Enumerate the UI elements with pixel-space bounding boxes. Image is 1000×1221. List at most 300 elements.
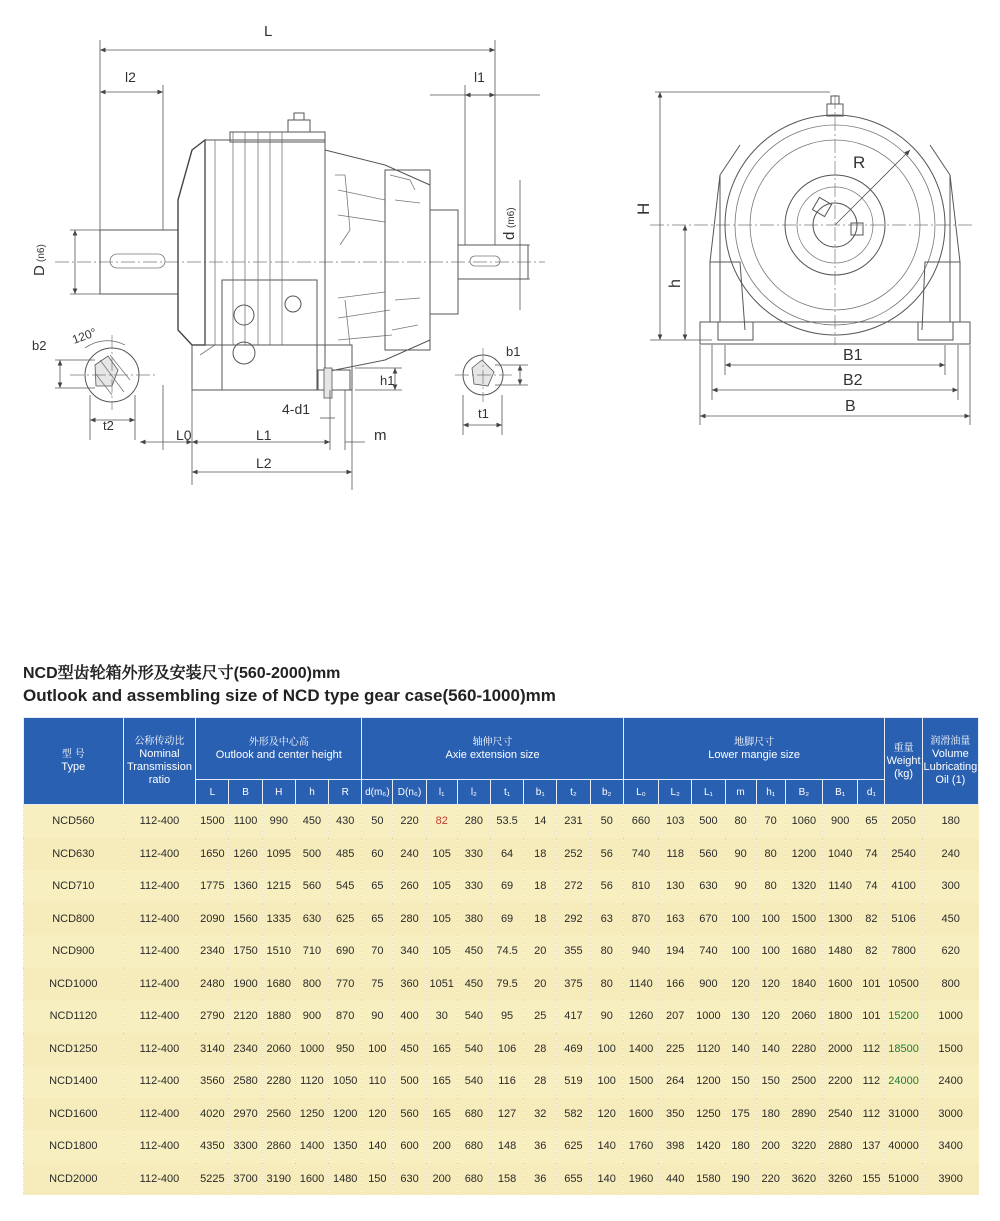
table-cell: 540 [457,1065,490,1098]
table-cell: 264 [659,1065,692,1098]
table-cell: 53.5 [490,805,523,838]
table-cell: 1335 [262,903,295,936]
table-cell: 82 [426,805,457,838]
table-cell: 1480 [823,935,858,968]
table-cell: 207 [659,1000,692,1033]
table-cell: 100 [756,935,785,968]
label-h1: h1 [380,373,395,388]
table-row [24,1065,979,1098]
table-cell: 1200 [692,1065,725,1098]
table-cell: 225 [659,1033,692,1066]
table-cell: 100 [590,1065,623,1098]
table-cell: 82 [858,903,885,936]
sub-header-cell: H [262,780,295,805]
label-4-d1: 4-d1 [282,401,311,417]
sub-header-cell: R [329,780,362,805]
table-cell: 1300 [823,903,858,936]
table-cell: 280 [393,903,426,936]
table-cell: 4350 [196,1130,229,1163]
table-cell: NCD1000 [24,968,124,1001]
table-cell: 5106 [885,903,922,936]
table-cell: 112 [858,1033,885,1066]
side-view [634,92,975,425]
sub-header-cell: B₂ [785,780,822,805]
table-cell: 79.5 [490,968,523,1001]
front-view [31,23,545,490]
table-row [24,1000,979,1033]
table-cell: 740 [692,935,725,968]
table-cell: 450 [457,935,490,968]
table-cell: 340 [393,935,426,968]
table-cell: 1500 [922,1033,978,1066]
table-cell: 1400 [295,1130,328,1163]
table-cell: 950 [329,1033,362,1066]
table-cell: 80 [590,935,623,968]
table-cell: 2340 [229,1033,262,1066]
table-cell: 272 [557,870,590,903]
table-cell: 1510 [262,935,295,968]
table-cell: 231 [557,805,590,838]
table-cell: 380 [457,903,490,936]
table-cell: NCD630 [24,838,124,871]
table-cell: NCD560 [24,805,124,838]
table-cell: 360 [393,968,426,1001]
table-row [24,903,979,936]
table-cell: 940 [623,935,658,968]
table-cell: 1350 [329,1130,362,1163]
dimension-table-container [23,717,979,1195]
table-cell: 1760 [623,1130,658,1163]
table-cell: 2200 [823,1065,858,1098]
table-cell: 112-400 [123,1000,196,1033]
table-cell: 105 [426,870,457,903]
table-cell: 36 [524,1130,557,1163]
table-cell: 660 [623,805,658,838]
table-cell: 101 [858,1000,885,1033]
table-cell: 95 [490,1000,523,1033]
table-cell: NCD710 [24,870,124,903]
table-cell: 220 [393,805,426,838]
table-cell: 280 [457,805,490,838]
header-oil: 润滑油量 Volume Lubricating Oil (1) [922,718,978,805]
table-cell: 3400 [922,1130,978,1163]
table-cell: 2880 [823,1130,858,1163]
table-cell: 670 [692,903,725,936]
table-cell: 51000 [885,1163,922,1196]
table-cell: 4020 [196,1098,229,1131]
table-cell: 330 [457,870,490,903]
table-cell: 1600 [623,1098,658,1131]
table-cell: 398 [659,1130,692,1163]
table-cell: 63 [590,903,623,936]
table-cell: 112-400 [123,935,196,968]
table-cell: 1480 [329,1163,362,1196]
table-cell: 1680 [262,968,295,1001]
table-cell: 2000 [823,1033,858,1066]
table-cell: 24000 [885,1065,922,1098]
table-cell: 4100 [885,870,922,903]
table-cell: 1650 [196,838,229,871]
table-cell: 990 [262,805,295,838]
table-cell: 2090 [196,903,229,936]
table-cell: 28 [524,1065,557,1098]
table-cell: 190 [725,1163,756,1196]
table-cell: 680 [457,1163,490,1196]
table-cell: 112-400 [123,1098,196,1131]
table-cell: 220 [756,1163,785,1196]
table-cell: 900 [692,968,725,1001]
table-cell: 1600 [823,968,858,1001]
sub-header-cell: b₂ [590,780,623,805]
header-axie: 轴伸尺寸 Axie extension size [362,718,624,780]
table-cell: 112-400 [123,1163,196,1196]
label-b2: b2 [32,338,47,353]
sub-header-cell: m [725,780,756,805]
label-angle: 120° [70,325,99,347]
table-cell: 112-400 [123,903,196,936]
table-cell: 2400 [922,1065,978,1098]
table-cell: 200 [756,1130,785,1163]
table-cell: 30 [426,1000,457,1033]
table-cell: 2340 [196,935,229,968]
table-cell: 105 [426,903,457,936]
table-cell: 375 [557,968,590,1001]
table-cell: 194 [659,935,692,968]
table-cell: 80 [756,870,785,903]
table-cell: 2500 [785,1065,822,1098]
sub-header-cell: L₂ [659,780,692,805]
table-cell: 103 [659,805,692,838]
table-cell: 680 [457,1098,490,1131]
table-cell: 150 [756,1065,785,1098]
table-cell: 1775 [196,870,229,903]
table-cell: 100 [590,1033,623,1066]
label-l1: l1 [474,69,485,85]
table-cell: 163 [659,903,692,936]
table-cell: 500 [393,1065,426,1098]
table-cell: 165 [426,1065,457,1098]
table-cell: 20 [524,935,557,968]
table-cell: 1420 [692,1130,725,1163]
table-cell: 1000 [692,1000,725,1033]
header-mangie: 地脚尺寸 Lower mangie size [623,718,885,780]
table-cell: 2560 [262,1098,295,1131]
table-cell: 240 [922,838,978,871]
table-cell: 3620 [785,1163,822,1196]
table-cell: 118 [659,838,692,871]
table-cell: 2790 [196,1000,229,1033]
table-cell: 1900 [229,968,262,1001]
table-cell: 100 [756,903,785,936]
table-cell: 870 [329,1000,362,1033]
table-cell: 70 [362,935,393,968]
table-cell: 32 [524,1098,557,1131]
table-cell: 10500 [885,968,922,1001]
table-cell: 1880 [262,1000,295,1033]
table-cell: 430 [329,805,362,838]
table-cell: 1000 [295,1033,328,1066]
label-B2: B2 [843,372,863,389]
label-d-sub: (m6) [506,207,517,228]
table-cell: 2540 [885,838,922,871]
table-cell: 112 [858,1098,885,1131]
label-B: B [845,398,856,415]
table-cell: 25 [524,1000,557,1033]
table-cell: 560 [692,838,725,871]
table-cell: 625 [329,903,362,936]
table-cell: 112-400 [123,838,196,871]
table-cell: 630 [393,1163,426,1196]
table-cell: 1250 [295,1098,328,1131]
table-cell: 3140 [196,1033,229,1066]
table-cell: 600 [393,1130,426,1163]
table-cell: 2860 [262,1130,295,1163]
sub-header-cell: B₁ [823,780,858,805]
header-weight: 重量 Weight (kg) [885,718,922,805]
table-cell: 1215 [262,870,295,903]
table-cell: 1120 [295,1065,328,1098]
table-cell: 1500 [623,1065,658,1098]
table-cell: 1750 [229,935,262,968]
table-cell: 2120 [229,1000,262,1033]
table-cell: 69 [490,903,523,936]
table-cell: 90 [725,838,756,871]
table-cell: 450 [393,1033,426,1066]
table-cell: NCD2000 [24,1163,124,1196]
table-cell: 18 [524,870,557,903]
table-cell: 112-400 [123,870,196,903]
table-cell: 3300 [229,1130,262,1163]
table-cell: 65 [362,903,393,936]
table-cell: 56 [590,870,623,903]
table-cell: 105 [426,935,457,968]
label-L: L [264,23,273,40]
table-cell: 1250 [692,1098,725,1131]
table-cell: 100 [725,935,756,968]
sub-header-cell: l₂ [457,780,490,805]
sub-header-cell: L [196,780,229,805]
table-cell: 1200 [329,1098,362,1131]
label-t1: t1 [478,406,489,421]
table-cell: 1140 [623,968,658,1001]
table-cell: 40000 [885,1130,922,1163]
table-row [24,935,979,968]
table-cell: 90 [725,870,756,903]
sub-header-cell: d₁ [858,780,885,805]
table-cell: 519 [557,1065,590,1098]
table-cell: 15200 [885,1000,922,1033]
table-cell: 150 [725,1065,756,1098]
table-cell: 31000 [885,1098,922,1131]
table-cell: 150 [362,1163,393,1196]
sub-header-cell: l₁ [426,780,457,805]
table-cell: 82 [858,935,885,968]
table-row [24,1163,979,1196]
label-L2: L2 [256,455,272,471]
table-cell: 350 [659,1098,692,1131]
table-cell: 180 [725,1130,756,1163]
table-cell: 450 [457,968,490,1001]
table-cell: 127 [490,1098,523,1131]
table-cell: 180 [756,1098,785,1131]
label-R: R [853,153,866,172]
table-cell: 69 [490,870,523,903]
table-cell: 770 [329,968,362,1001]
table-cell: NCD900 [24,935,124,968]
label-d: d [501,231,518,240]
table-row [24,838,979,871]
table-cell: 1200 [785,838,822,871]
table-cell: 28 [524,1033,557,1066]
header-outlook: 外形及中心高 Outlook and center height [196,718,362,780]
label-D-sub: (n6) [36,244,47,262]
table-cell: 2580 [229,1065,262,1098]
table-cell: 120 [362,1098,393,1131]
table-cell: 485 [329,838,362,871]
table-cell: 1580 [692,1163,725,1196]
table-cell: 1040 [823,838,858,871]
label-B1: B1 [843,347,863,364]
header-ratio: 公称传动比 Nominal Transmission ratio [123,718,196,805]
table-cell: 1400 [623,1033,658,1066]
sub-header-cell: b₁ [524,780,557,805]
table-cell: 130 [725,1000,756,1033]
table-cell: 3560 [196,1065,229,1098]
table-cell: NCD800 [24,903,124,936]
table-row [24,870,979,903]
label-t2: t2 [103,418,114,433]
table-cell: 1500 [196,805,229,838]
label-L1: L1 [256,427,272,443]
table-cell: 3900 [922,1163,978,1196]
table-cell: 450 [295,805,328,838]
table-row [24,1130,979,1163]
table-cell: 140 [756,1033,785,1066]
table-cell: 200 [426,1163,457,1196]
table-row [24,805,979,838]
table-cell: 800 [922,968,978,1001]
table-cell: NCD1250 [24,1033,124,1066]
table-cell: 417 [557,1000,590,1033]
table-cell: 80 [590,968,623,1001]
sub-header-cell: h₁ [756,780,785,805]
table-cell: 240 [393,838,426,871]
table-cell: 60 [362,838,393,871]
table-cell: 80 [725,805,756,838]
table-cell: 140 [725,1033,756,1066]
table-cell: 1680 [785,935,822,968]
label-h: h [667,279,684,288]
table-cell: 112-400 [123,805,196,838]
table-row [24,968,979,1001]
table-cell: 655 [557,1163,590,1196]
table-cell: 440 [659,1163,692,1196]
table-cell: 158 [490,1163,523,1196]
table-cell: NCD1800 [24,1130,124,1163]
table-cell: 2280 [785,1033,822,1066]
table-cell: 112-400 [123,1130,196,1163]
table-cell: 200 [426,1130,457,1163]
table-cell: 2050 [885,805,922,838]
table-cell: 140 [590,1163,623,1196]
table-cell: 175 [725,1098,756,1131]
table-cell: 540 [457,1033,490,1066]
table-cell: 18500 [885,1033,922,1066]
table-cell: 75 [362,968,393,1001]
table-cell: 74 [858,838,885,871]
table-cell: 5225 [196,1163,229,1196]
table-cell: 50 [590,805,623,838]
table-cell: 2060 [785,1000,822,1033]
table-cell: 74.5 [490,935,523,968]
table-cell: 625 [557,1130,590,1163]
label-b1: b1 [506,344,521,359]
table-cell: 1120 [692,1033,725,1066]
table-cell: 252 [557,838,590,871]
table-cell: 140 [590,1130,623,1163]
table-cell: 2480 [196,968,229,1001]
table-cell: 112-400 [123,1033,196,1066]
table-cell: 130 [659,870,692,903]
table-cell: 100 [725,903,756,936]
table-cell: 1320 [785,870,822,903]
table-cell: 3190 [262,1163,295,1196]
table-cell: 1500 [785,903,822,936]
table-cell: 105 [426,838,457,871]
table-cell: 2280 [262,1065,295,1098]
table-cell: 137 [858,1130,885,1163]
table-cell: 500 [295,838,328,871]
table-cell: 560 [393,1098,426,1131]
table-cell: 469 [557,1033,590,1066]
table-cell: 545 [329,870,362,903]
table-cell: 112 [858,1065,885,1098]
table-cell: 2890 [785,1098,822,1131]
table-cell: 7800 [885,935,922,968]
table-cell: 330 [457,838,490,871]
table-cell: 64 [490,838,523,871]
table-cell: 74 [858,870,885,903]
table-cell: 620 [922,935,978,968]
table-cell: 36 [524,1163,557,1196]
table-cell: 300 [922,870,978,903]
table-cell: 140 [362,1130,393,1163]
table-cell: 3700 [229,1163,262,1196]
table-cell: 90 [590,1000,623,1033]
table-cell: 106 [490,1033,523,1066]
table-cell: 1260 [623,1000,658,1033]
right-shaft-section [455,348,512,402]
table-cell: 1600 [295,1163,328,1196]
table-cell: 120 [756,968,785,1001]
table-row [24,1033,979,1066]
sub-header-cell: d(m₆) [362,780,393,805]
table-cell: 116 [490,1065,523,1098]
table-cell: 800 [295,968,328,1001]
table-cell: 1360 [229,870,262,903]
sub-header-cell: t₂ [557,780,590,805]
table-cell: 18 [524,903,557,936]
table-cell: 355 [557,935,590,968]
table-cell: 65 [858,805,885,838]
table-cell: 2970 [229,1098,262,1131]
table-cell: 292 [557,903,590,936]
table-cell: 20 [524,968,557,1001]
table-cell: 560 [295,870,328,903]
table-cell: 870 [623,903,658,936]
table-cell: 450 [922,903,978,936]
table-cell: 710 [295,935,328,968]
